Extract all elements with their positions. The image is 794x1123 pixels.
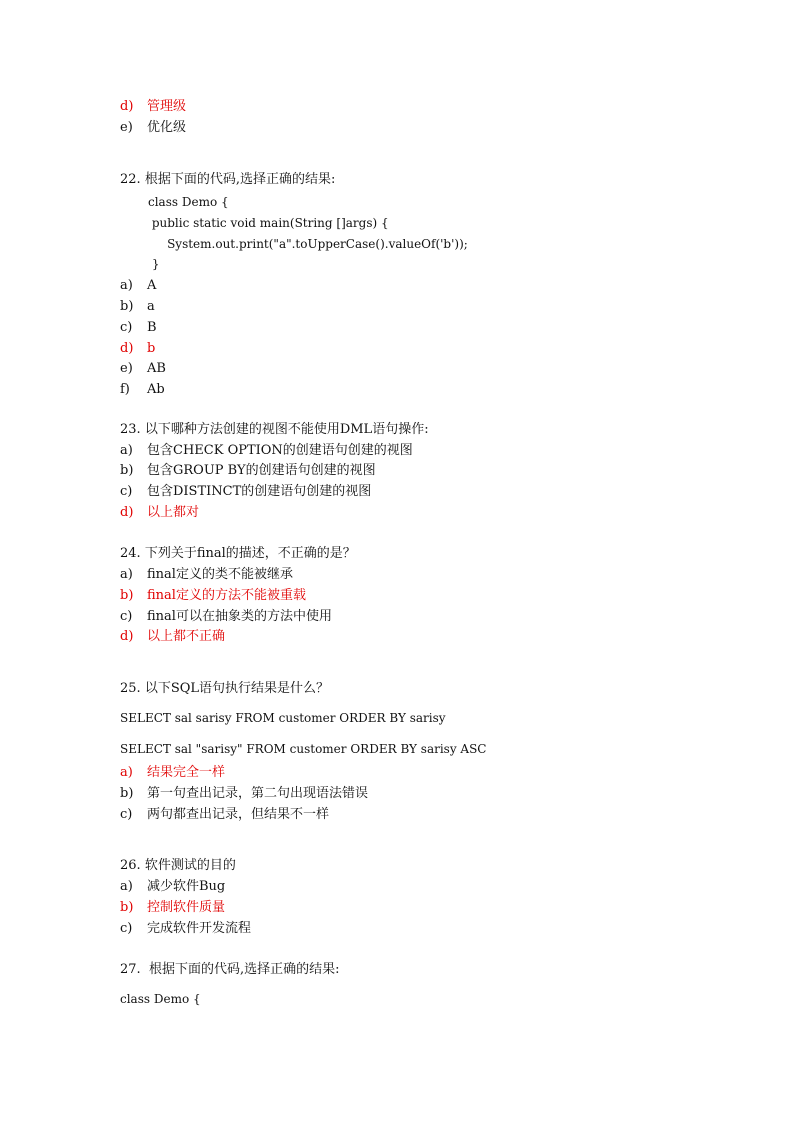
q26-option-b: b) 控制软件质量 [120, 900, 226, 915]
q25-sql-1: SELECT sal sarisy FROM customer ORDER BY sarisy [120, 711, 446, 725]
q25-option-a: a) 结果完全一样 [120, 765, 226, 780]
q23-option-a: a) 包含CHECK OPTION的创建语句创建的视图 [120, 443, 413, 458]
q22-option-f: f) Ab [120, 382, 165, 397]
q24-option-a: a) final定义的类不能被继承 [120, 567, 293, 582]
q23-option-c: c) 包含DISTINCT的创建语句创建的视图 [120, 484, 372, 499]
q26-question: 26. 软件测试的目的 [120, 858, 236, 873]
q25-option-b: b) 第一句查出记录，第二句出现语法错误 [120, 786, 369, 801]
q23-option-b: b) 包含GROUP BY的创建语句创建的视图 [120, 463, 376, 478]
q25-sql-2: SELECT sal "sarisy" FROM customer ORDER BY sarisy ASC [120, 742, 487, 756]
q22-code-line-3: System.out.print("a".toUpperCase().valueOf('b')); [148, 237, 468, 251]
q27-code-line-1: class Demo { [120, 992, 201, 1006]
q23-option-d: d) 以上都对 [120, 505, 200, 520]
q26-option-a: a) 减少软件Bug [120, 879, 226, 894]
q22-question: 22. 根据下面的代码,选择正确的结果: [120, 172, 336, 187]
q26-option-c: c) 完成软件开发流程 [120, 921, 252, 936]
q22-code-line-4: } [148, 257, 160, 271]
q24-option-c: c) final可以在抽象类的方法中使用 [120, 609, 332, 624]
q22-code-line-2: public static void main(String []args) { [148, 216, 389, 230]
q22-code-line-1: class Demo { [148, 195, 229, 209]
q22-option-c: c) B [120, 320, 157, 335]
q24-option-d: d) 以上都不正确 [120, 629, 226, 644]
q25-question: 25. 以下SQL语句执行结果是什么？ [120, 681, 330, 696]
q21-option-e: e) 优化级 [120, 120, 187, 135]
q22-option-b: b) a [120, 299, 155, 314]
q24-option-b: b) final定义的方法不能被重载 [120, 588, 306, 603]
q24-question: 24. 下列关于final的描述，不正确的是？ [120, 546, 356, 561]
q22-option-a: a) A [120, 278, 157, 293]
q23-question: 23. 以下哪种方法创建的视图不能使用DML语句操作: [120, 422, 429, 437]
q22-option-e: e) AB [120, 361, 166, 376]
q25-option-c: c) 两句都查出记录，但结果不一样 [120, 807, 330, 822]
q22-option-d: d) b [120, 341, 156, 356]
q21-option-d: d) 管理级 [120, 99, 187, 114]
q27-question: 27. 根据下面的代码,选择正确的结果: [120, 962, 340, 977]
